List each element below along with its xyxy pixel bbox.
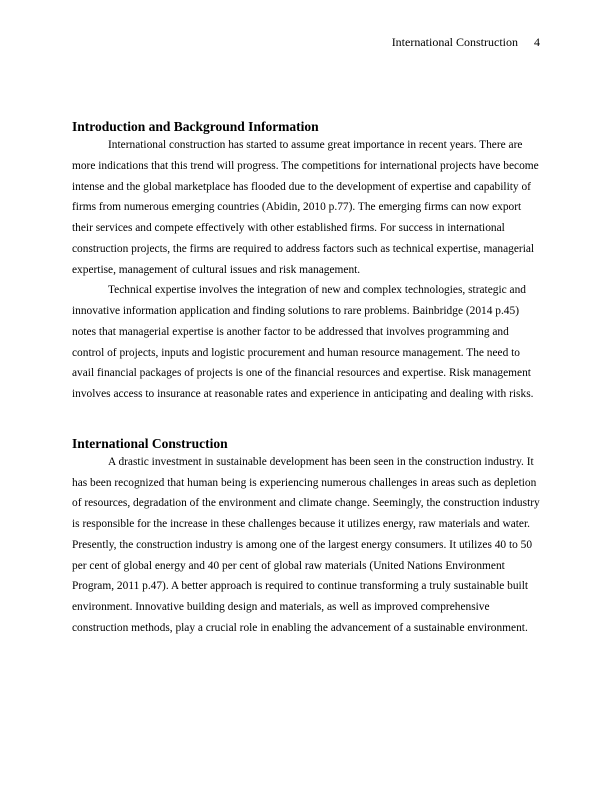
running-header-title: International Construction bbox=[391, 35, 518, 49]
body-paragraph: Technical expertise involves the integration of new and complex technologies, strategic and innovative information application and finding solutions to rare problems. Bainbridge (2014 p.45) notes that managerial expertise is another factor to be addressed that involves programming and control of projects, inputs and logistic procurement and human resource management. The need to avail financial packages of projects is one of the financial resources and expertise. Risk management involves access to insurance at reasonable rates and experience in anticipating and dealing with risks. bbox=[72, 284, 534, 400]
document-body bbox=[72, 118, 540, 639]
section-spacer bbox=[72, 405, 540, 435]
body-paragraph: International construction has started to assume great importance in recent years. There are more indications that this trend will progress. The competitions for international projects have become intense and the global marketplace has flooded due to the development of expertise and capability of firms from numerous emerging countries (Abidin, 2010 p.77). The emerging firms can now export their services and compete effectively with other established firms. For success in international construction projects, the firms are required to address factors such as technical expertise, managerial expertise, management of cultural issues and risk management. bbox=[72, 139, 539, 276]
section-international-construction bbox=[72, 435, 540, 639]
section-heading: Introduction and Background Information bbox=[72, 119, 319, 134]
running-header bbox=[392, 35, 540, 49]
section-heading: International Construction bbox=[72, 435, 228, 451]
body-paragraph: A drastic investment in sustainable development has been seen in the construction industry. It has been recognized that human being is experiencing numerous challenges in areas such as depletion of resources, degradation of the environment and climate change. Seemingly, the construction industry is responsible for the increase in these challenges because it utilizes energy, raw materials and water. Presently, the construction industry is among one of the largest energy consumers. It utilizes 40 to 50 per cent of global energy and 40 per cent of global raw materials (United Nations Environment Program, 2011 p.47). A better approach is required to continue transforming a truly sustainable built environment. Innovative building design and materials, as well as improved comprehensive construction methods, play a crucial role in enabling the advancement of a sustainable environment. bbox=[72, 455, 540, 634]
section-introduction bbox=[72, 118, 540, 405]
page-number: 4 bbox=[534, 35, 540, 49]
